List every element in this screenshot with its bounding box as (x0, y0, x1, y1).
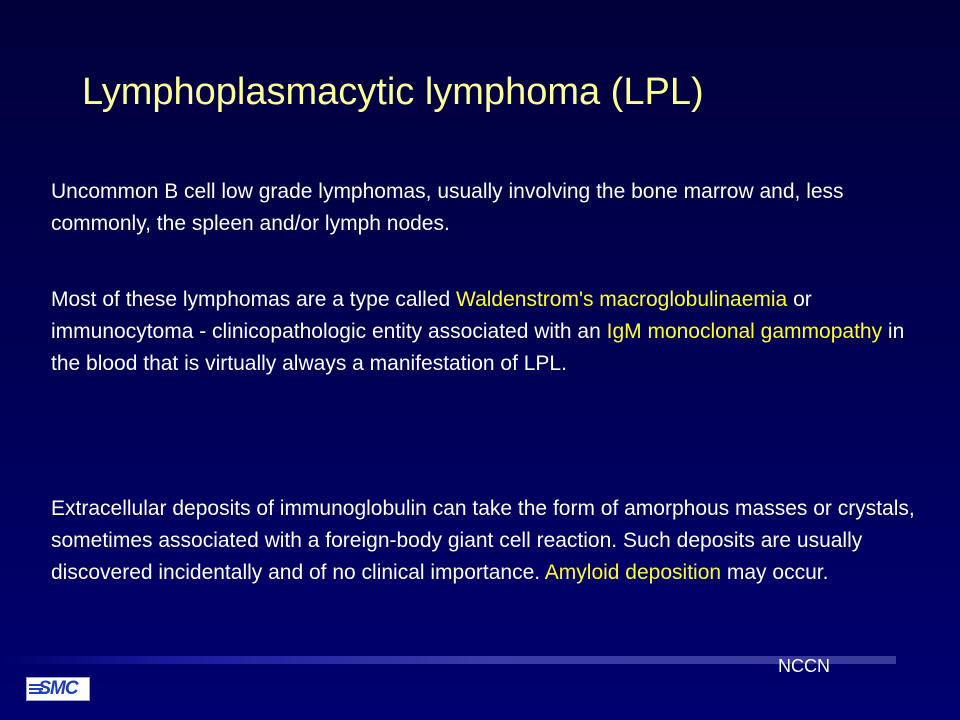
paragraph-text: Most of these lymphomas are a type called (51, 288, 457, 311)
paragraph-extracellular-deposits (51, 493, 921, 589)
bottom-divider-bar (0, 656, 896, 664)
smc-logo (26, 677, 90, 701)
paragraph-text: Extracellular deposits of immunoglobulin can take the form of amorphous masses or crystals, sometimes associated with a foreign-body giant cell reaction. Such deposits are usually discovered incidentally and of no clinical importance. (51, 497, 915, 584)
paragraph-text: in the blood that is virtually always a manifestation of LPL. (51, 320, 905, 375)
highlight-waldenstrom: Waldenstrom's macroglobulinaemia (456, 288, 788, 311)
paragraph-uncommon-b-cell: Uncommon B cell low grade lymphomas, usually involving the bone marrow and, less commonly, the spleen and/or lymph nodes. (51, 180, 844, 235)
paragraph-text: or immunocytoma - clinicopathologic entity associated with an (51, 288, 812, 343)
logo-text: SMC (38, 678, 78, 699)
source-label: NCCN (778, 656, 830, 676)
paragraph-text: may occur. (721, 561, 829, 584)
highlight-igm-gammopathy: IgM monoclonal gammopathy (606, 320, 883, 343)
paragraph-waldenstrom (51, 284, 921, 380)
highlight-amyloid-deposition: Amyloid deposition (544, 561, 722, 584)
slide-title: Lymphoplasmacytic lymphoma (LPL) (82, 71, 704, 113)
